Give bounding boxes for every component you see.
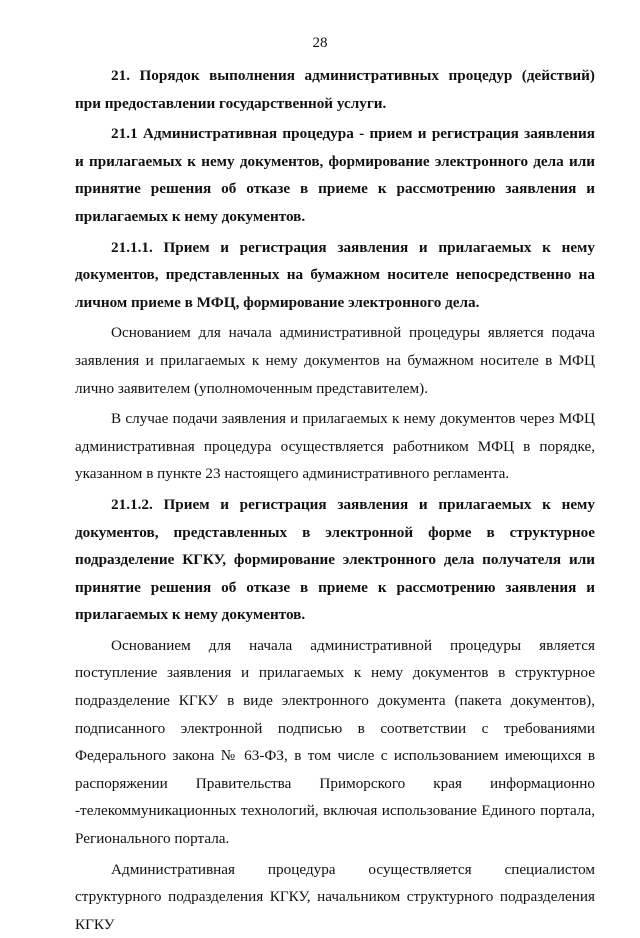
subsection-heading-21-1-1: 21.1.1. Прием и регистрация заявления и прилагаемых к нему документов, представленных на бумажном носителе непосредственно на личном приеме в МФЦ, формирование электронного дела. — [75, 238, 595, 311]
subsection-heading-21-1: 21.1 Административная процедура - прием и регистрация заявления и прилагаемых к нему документов, формирование электронного дела или принятие решения об отказе в приеме к рассмотрению заявления и прилагаемых к нему документов. — [75, 125, 595, 225]
page-number: 28 — [312, 35, 328, 51]
body-paragraph: В случае подачи заявления и прилагаемых к нему документов через МФЦ административная процедура осуществляется работником МФЦ в порядке, указанном в пункте 23 настоящего административного регламента. — [75, 410, 595, 483]
body-paragraph: Основанием для начала административной процедуры является подача заявления и прилагаемых к нему документов на бумажном носителе в МФЦ лично заявителем (уполномоченным представителем). — [75, 324, 595, 397]
section-heading-21: 21. Порядок выполнения административных процедур (действий) при предоставлении государственной услуги. — [75, 67, 595, 112]
document-body — [75, 62, 595, 938]
subsection-heading-21-1-2: 21.1.2. Прием и регистрация заявления и прилагаемых к нему документов, представленных в электронной форме в структурное подразделение КГКУ, формирование электронного дела получателя или принятие решения об отказе в приеме к рассмотрению заявления и прилагаемых к нему документов. — [75, 495, 595, 624]
body-paragraph: Административная процедура осуществляется специалистом структурного подразделения КГКУ, начальником структурного подразделения КГКУ — [75, 860, 595, 933]
body-paragraph: Основанием для начала административной процедуры является поступление заявления и прилагаемых к нему документов в структурное подразделение КГКУ в виде электронного документа (пакета документов), подписанного электронной подписью в соответствии с требованиями Федерального закона № 63-ФЗ, в том числе с использованием имеющихся в распоряжении Правительства Приморского края информационно -телекоммуникационных технологий, включая использование Единого портала, Регионального портала. — [75, 636, 595, 848]
